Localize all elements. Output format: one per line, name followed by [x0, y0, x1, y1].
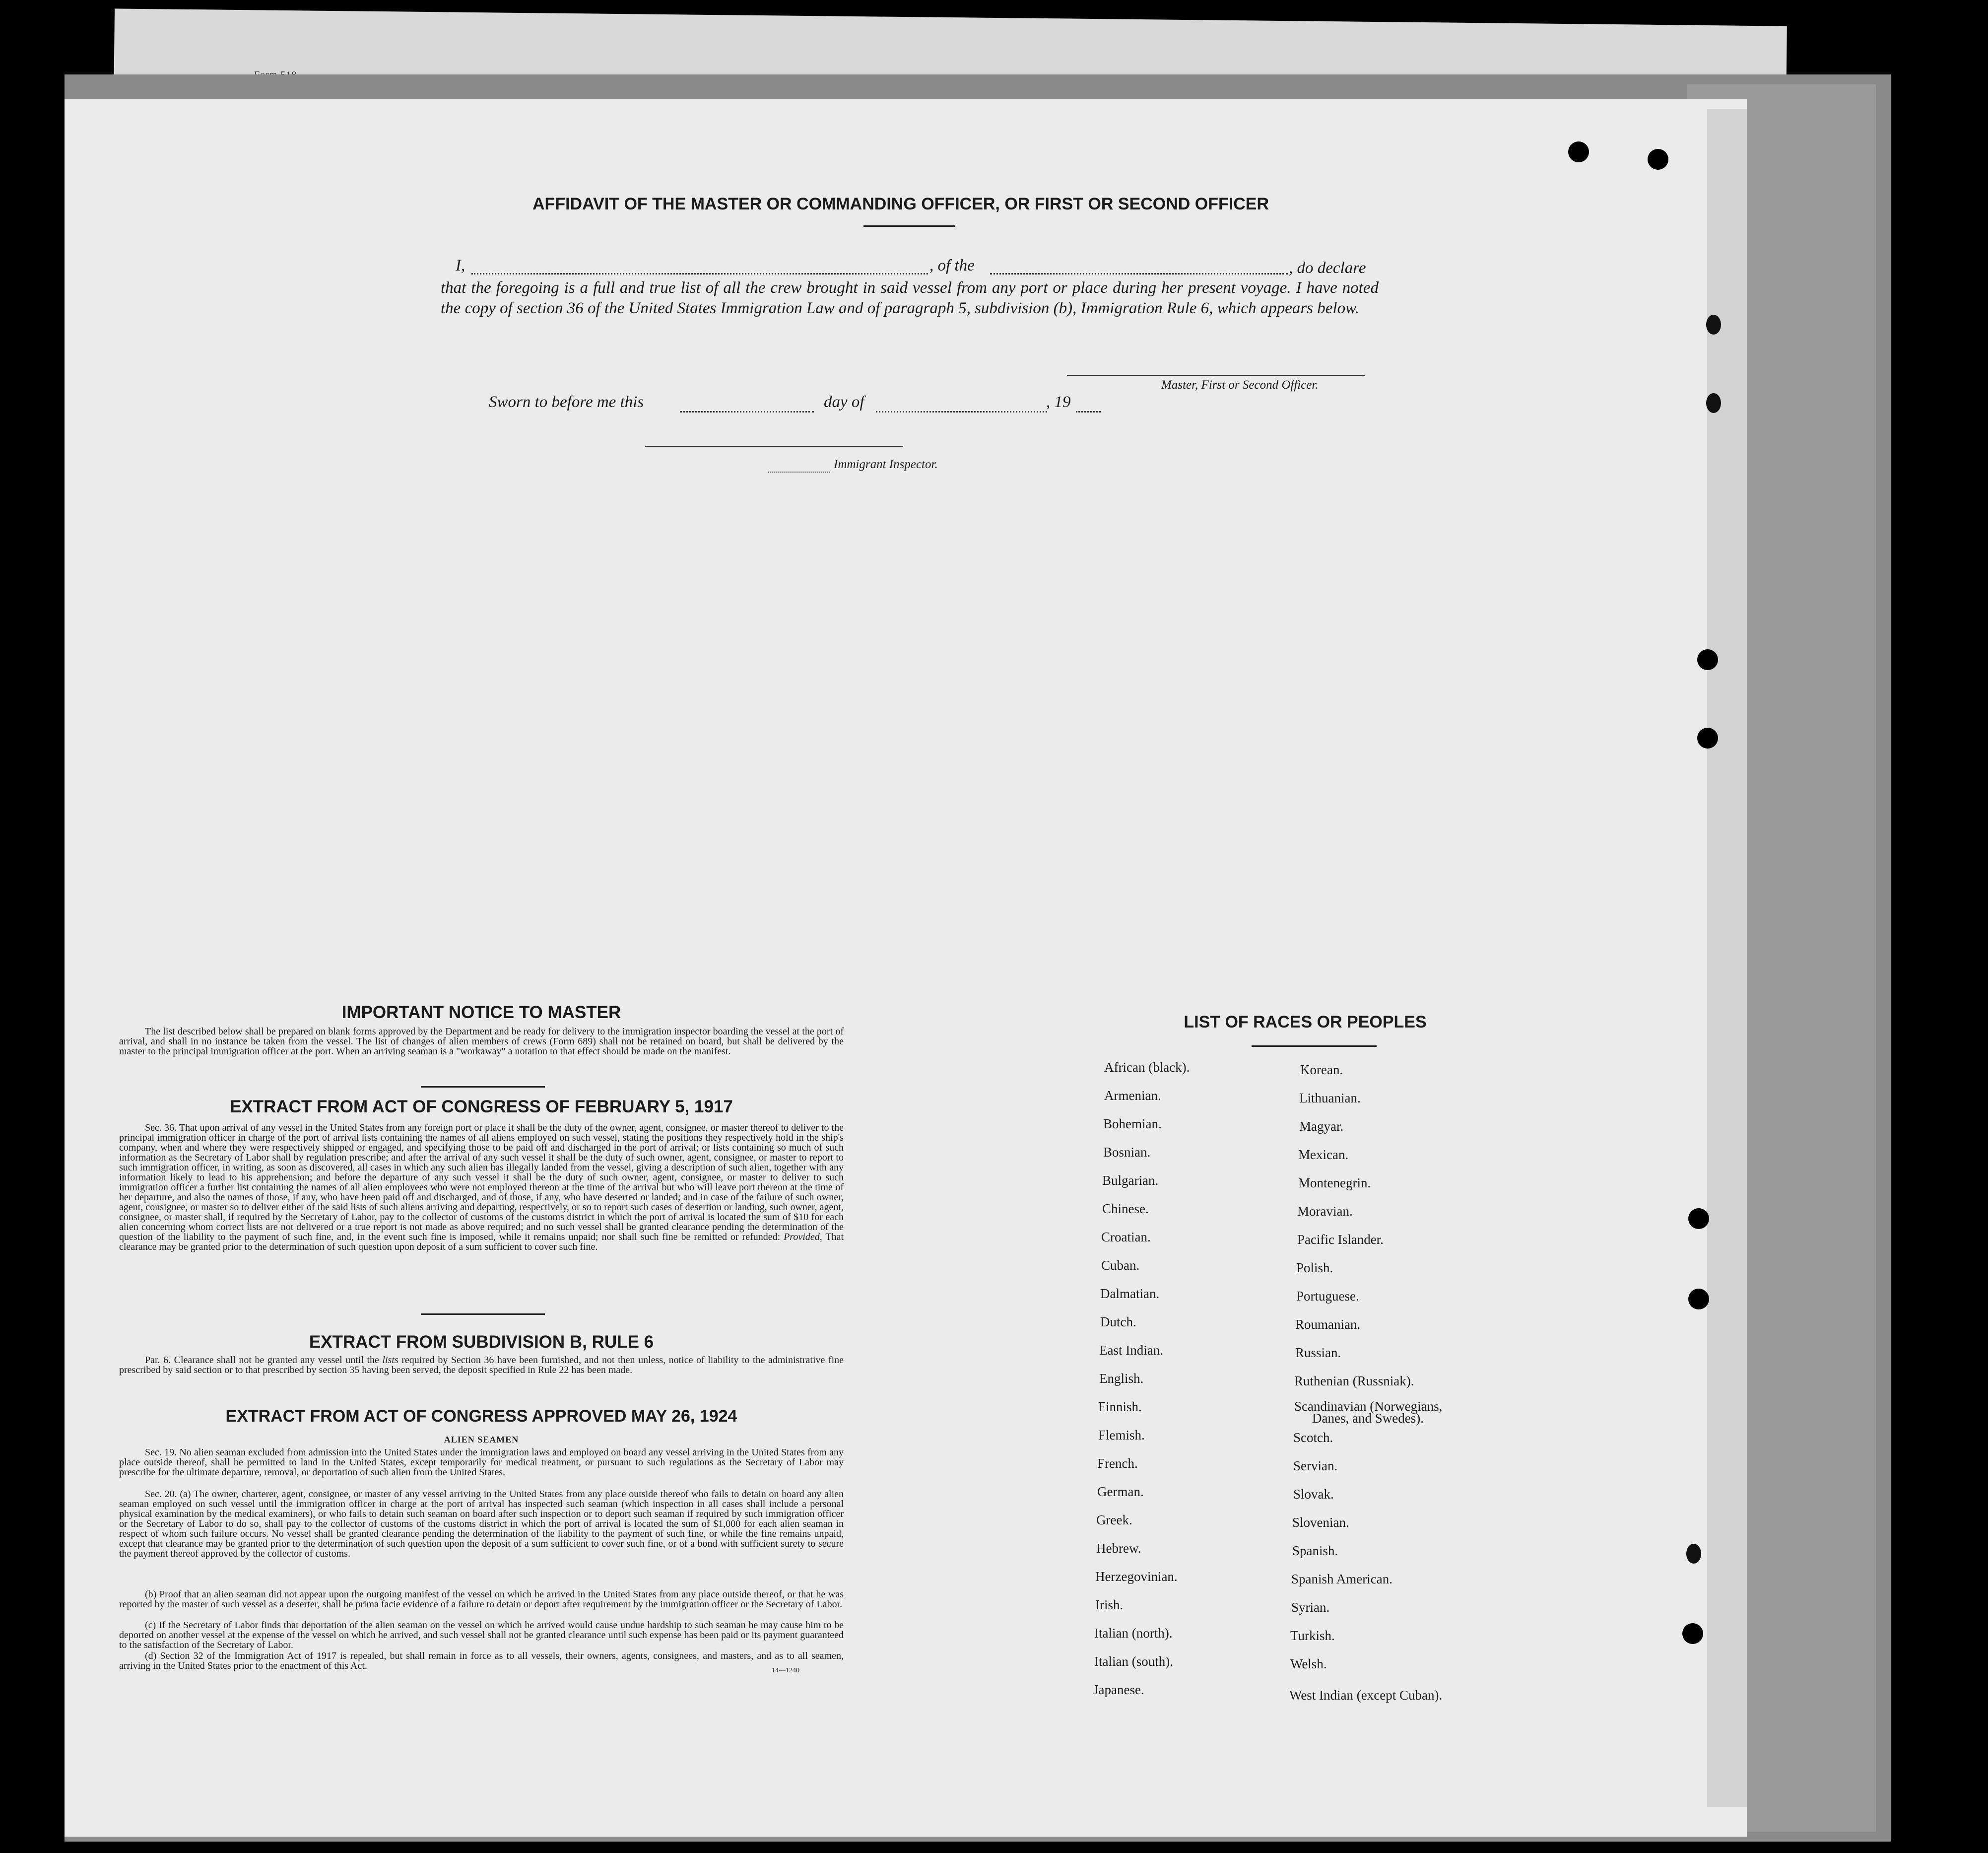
punch-hole	[1688, 1289, 1709, 1309]
race-right-item: Scotch.	[1293, 1430, 1333, 1445]
race-left-item: Flemish.	[1098, 1428, 1145, 1442]
race-left-item: Dalmatian.	[1100, 1286, 1160, 1301]
race-left-item: Japanese.	[1093, 1682, 1144, 1697]
race-right-item: Spanish.	[1292, 1543, 1338, 1558]
par-6-body-b: required by Section 36 have been furnished, and not then unless, notice of liability to the administrative fine prescribed by said section or to that prescribed by section 35 having been served, the deposit specified in Rule 22 has been made.	[119, 1355, 844, 1375]
notice-title: IMPORTANT NOTICE TO MASTER	[341, 1003, 621, 1022]
race-left-item: Italian (south).	[1094, 1654, 1173, 1669]
race-right-item: Welsh.	[1290, 1656, 1327, 1671]
affidavit-do-declare: , do declare	[1289, 259, 1366, 277]
section-20b-text: (b) Proof that an alien seaman did not appear upon the outgoing manifest of the vessel on which he arrived in the United States from any place outside thereof, or that he was reported by the master of such vessel as a deserter, shall be prima facie evidence of a failure to detain or deport after requirement by the immigration officer or the Secretary of Labor.	[119, 1589, 844, 1610]
punch-hole	[1686, 1544, 1701, 1564]
race-right-item: Spanish American.	[1291, 1572, 1392, 1586]
race-left-item: Chinese.	[1102, 1201, 1149, 1216]
race-left-item: Herzegovinian.	[1095, 1569, 1178, 1584]
race-left-item: East Indian.	[1099, 1343, 1163, 1358]
race-right-item: Roumanian.	[1295, 1317, 1361, 1332]
extract-rule6-text	[119, 1355, 844, 1386]
section-20-label: Sec. 20. (a)	[145, 1489, 191, 1500]
sworn-year-blank	[1076, 411, 1101, 412]
affidavit-body: that the foregoing is a full and true list of all the crew brought in said vessel from any port or place during her present voyage. I have noted the copy of section 36 of the United States Immigration Law and of paragraph 5, subdivision (b), Immigration Rule 6, which appears below.	[441, 279, 1379, 317]
extract-rule6-title: EXTRACT FROM SUBDIVISION B, RULE 6	[309, 1332, 654, 1352]
race-left-item: Croatian.	[1101, 1230, 1151, 1244]
race-right-item: Syrian.	[1291, 1600, 1330, 1615]
race-left-item: African (black).	[1104, 1060, 1190, 1075]
section-36-label: Sec. 36.	[145, 1123, 177, 1133]
sworn-day-blank	[680, 411, 814, 412]
race-right-item: Polish.	[1296, 1260, 1333, 1275]
divider	[1252, 1045, 1377, 1047]
punch-hole	[1706, 393, 1721, 413]
punch-hole	[1568, 141, 1589, 162]
race-right-item: Scandinavian (Norwegians,	[1294, 1399, 1443, 1414]
race-left-item: Bohemian.	[1103, 1116, 1162, 1131]
race-left-item: Finnish.	[1098, 1399, 1142, 1414]
race-left-item: German.	[1097, 1484, 1144, 1499]
race-left-item: Italian (north).	[1094, 1626, 1173, 1641]
race-left-item: Cuban.	[1101, 1258, 1140, 1273]
race-left-item: Greek.	[1096, 1512, 1132, 1527]
par-6-label: Par. 6.	[145, 1355, 171, 1366]
page-edge	[1707, 109, 1747, 1807]
section-19-label: Sec. 19.	[145, 1447, 177, 1458]
race-right-item: Lithuanian.	[1299, 1091, 1361, 1105]
section-36-body: That upon arrival of any vessel in the United States from any foreign port or place it shall be the duty of the owner, agent, consignee, or master thereof to deliver to the principal immigration officer in charge of the port of arrival lists containing the names of all aliens employed on such vessel, stating the positions they respectively hold in the ship's company, when and where they were respectively shipped or engaged, and specifying those to be paid off and discharged in the port of arrival; or lists containing so much of such information as the Secretary of Labor shall by regulation prescribe; and after the arrival of any such vessel it shall be the duty of such owner, agent, consignee, or master to report to such immigration officer, in writing, as soon as discovered, all cases in which any such alien has illegally landed from the vessel, giving a description of such alien, together with any information likely to lead to his apprehension; and before the departure of any such vessel it shall be the duty of such owner, agent, consignee, or master to deliver to such immigration officer a further list containing the names of all alien employees who were not employed thereon at the time of the arrival but who will leave port thereon at the time of her departure, and also the names of those, if any, who have been paid off and discharged, and of those, if any, who have deserted or landed; and in case of the failure of such owner, agent, consignee, or master so to deliver either of the said lists of such aliens arriving and departing, respectively, or so to report such cases of desertion or landing, such owner, agent, consignee, or master shall, if required by the Secretary of Labor, pay to the collector of customs of the customs district in which the port of arrival is located the sum of $10 for each alien concerning whom correct lists are not delivered or a true report is not made as above required; and no such vessel shall be granted clearance pending the determination of the question of the liability to the payment of such fine, and, in the event such fine is imposed, while it remains unpaid; nor shall such fine be remitted or refunded:	[119, 1123, 844, 1242]
race-right-item: Slovak.	[1293, 1487, 1334, 1502]
punch-hole	[1682, 1623, 1703, 1644]
section-20d-text: (d) Section 32 of the Immigration Act of 1917 is repealed, but shall remain in force as to all vessels, their owners, agents, consignees, and masters, and as to all seamen, arriving in the United States prior to the enactment of this Act.	[119, 1651, 844, 1671]
punch-hole	[1697, 728, 1718, 749]
notice-text: The list described below shall be prepared on blank forms approved by the Department and be ready for delivery to the immigration inspector boarding the vessel at the port of arrival, and shall in no instance be taken from the vessel. The list of changes of alien members of crews (Form 689) shall not be retained on board, but shall be delivered by the master to the principal immigration officer at the port. When an arriving seaman is a "workaway" a notation to that effect should be made on the manifest.	[119, 1027, 844, 1057]
race-right-item: Moravian.	[1297, 1204, 1353, 1219]
inspector-signature-line	[645, 446, 903, 447]
sworn-day-of: day of	[824, 393, 864, 411]
race-right-item: Pacific Islander.	[1297, 1232, 1384, 1247]
divider	[421, 1086, 545, 1088]
inspector-label: Immigrant Inspector.	[834, 458, 938, 471]
sworn-prefix: Sworn to before me this	[489, 393, 644, 411]
lists-word: lists	[382, 1355, 398, 1366]
punch-hole	[1706, 315, 1721, 335]
section-20a-text	[119, 1489, 844, 1588]
race-right-item: Ruthenian (Russniak).	[1294, 1373, 1414, 1388]
extract-1924-title: EXTRACT FROM ACT OF CONGRESS APPROVED MAY 26, 1924	[225, 1407, 737, 1426]
affidavit-title: AFFIDAVIT OF THE MASTER OR COMMANDING OFFICER, OR FIRST OR SECOND OFFICER	[532, 195, 1269, 213]
section-19-body: No alien seaman excluded from admission into the United States under the immigration laws and employed on board any vessel arriving in the United States from any place outside thereof, shall be permitted to land in the United States, except temporarily for medical treatment, or pursuant to such regulations as the Secretary of Labor may prescribe for the ultimate departure, removal, or deportation of such alien from the United States.	[119, 1447, 844, 1478]
section-36-end: That clearance may be granted prior to the determination of such question upon deposit of a sum sufficient to cover such fine.	[119, 1232, 844, 1252]
race-left-item: Irish.	[1095, 1597, 1124, 1612]
race-left-item: French.	[1097, 1456, 1138, 1471]
race-right-item: Magyar.	[1299, 1119, 1344, 1134]
extract-1917-text	[119, 1123, 844, 1303]
race-right-item: Danes, and Swedes).	[1312, 1411, 1424, 1426]
divider	[863, 225, 955, 227]
affidavit-of-the: , of the	[929, 257, 975, 275]
sworn-year: , 19	[1046, 393, 1071, 411]
section-20a-body: The owner, charterer, agent, consignee, or master of any vessel arriving in the United States from any place outside thereof who fails to detain on board any alien seaman employed on such vessel until the immigration officer in charge at the port of arrival has inspected such seaman (which inspection in all cases shall include a personal physical examination by the medical examiners), or who fails to detain such seaman on board after such inspection or to deport such seaman if required by such immigration officer or the Secretary of Labor to do so, shall pay to the collector of customs of the customs district in which the port of arrival is located the sum of $1,000 for each alien seaman in respect of whom such failure occurs. No vessel shall be granted clearance pending the determination of the liability to the payment of such fine, or while the fine remains unpaid, except that clearance may be granted prior to the determination of such question upon the deposit of a sum sufficient to cover such fine, or of a bond with sufficient surety to secure the payment thereof approved by the collector of customs.	[119, 1489, 844, 1559]
sworn-month-blank	[876, 411, 1047, 412]
punch-hole	[1648, 149, 1668, 170]
alien-seamen-subtitle: ALIEN SEAMEN	[444, 1435, 519, 1444]
race-left-item: Bulgarian.	[1102, 1173, 1159, 1188]
punch-hole	[1688, 1208, 1709, 1229]
race-right-item: Slovenian.	[1292, 1515, 1349, 1530]
vessel-blank	[990, 273, 1288, 275]
race-right-item: Servian.	[1293, 1458, 1338, 1473]
race-left-item: English.	[1099, 1371, 1144, 1386]
race-left-item: Bosnian.	[1103, 1145, 1151, 1160]
race-right-item: Korean.	[1300, 1062, 1343, 1077]
extract-1917-title: EXTRACT FROM ACT OF CONGRESS OF FEBRUARY 5, 1917	[230, 1097, 733, 1116]
master-signature-label: Master, First or Second Officer.	[1161, 378, 1319, 392]
section-19-text	[119, 1447, 844, 1488]
punch-hole	[1697, 649, 1718, 670]
race-right-item: Russian.	[1295, 1345, 1341, 1360]
race-right-item: Turkish.	[1290, 1628, 1335, 1643]
races-title: LIST OF RACES OR PEOPLES	[1184, 1013, 1427, 1031]
print-code: 14—1240	[772, 1667, 799, 1674]
race-left-item: Armenian.	[1104, 1088, 1161, 1103]
master-signature-line	[1067, 375, 1365, 376]
divider	[421, 1313, 545, 1315]
name-blank	[471, 273, 928, 275]
race-right-item: West Indian (except Cuban).	[1289, 1688, 1443, 1703]
affidavit-i-label: I,	[456, 257, 465, 275]
provided-word: Provided,	[784, 1232, 822, 1242]
section-20c-text: (c) If the Secretary of Labor finds that deportation of the alien seaman on the vessel on which he arrived would cause undue hardship to such seaman he may cause him to be deported on another vessel at the expense of the vessel on which he arrived, and such vessel shall not be granted clearance until such expense has been paid or its payment guaranteed to the satisfaction of the Secretary of Labor.	[119, 1620, 844, 1650]
race-right-item: Mexican.	[1298, 1147, 1349, 1162]
race-right-item: Montenegrin.	[1298, 1175, 1371, 1190]
par-6-body-a: Clearance shall not be granted any vessel until the	[174, 1355, 379, 1366]
race-left-item: Dutch.	[1100, 1314, 1136, 1329]
race-left-item: Hebrew.	[1096, 1541, 1141, 1556]
inspector-dots	[768, 472, 830, 473]
race-right-item: Portuguese.	[1296, 1289, 1359, 1304]
